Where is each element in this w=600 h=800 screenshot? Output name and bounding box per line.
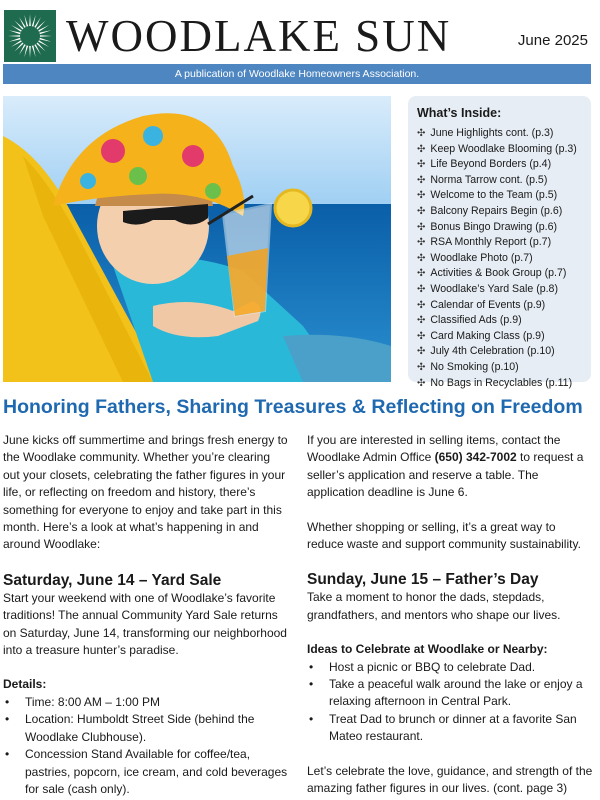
ideas-list — [307, 659, 593, 746]
ideas-item-walk: • Take a peaceful walk around the lake or enjoy a relaxing afternoon in Central Park. — [307, 676, 593, 711]
publisher-banner: A publication of Woodlake Homeowners Association. — [3, 64, 591, 84]
toc-item-label: Card Making Class (p.9) — [430, 329, 545, 342]
toc-item — [417, 126, 582, 142]
toc-item-label: No Smoking (p.10) — [430, 360, 519, 373]
toc-bullet-icon: ✣ — [417, 268, 426, 280]
details-item-time: • Time: 8:00 AM – 1:00 PM — [3, 694, 289, 711]
toc-item-label: Classified Ads (p.9) — [430, 314, 522, 327]
issue-date: June 2025 — [517, 32, 588, 49]
toc-item-label: July 4th Celebration (p.10) — [430, 345, 555, 358]
newsletter-title: WOODLAKE SUN — [66, 11, 452, 61]
toc-bullet-icon: ✣ — [417, 205, 426, 217]
intro-paragraph: June kicks off summertime and brings fresh energy to the Woodlake community. Whether you’re clearing out your closets, celebrating the father figures in your life, or reflecting on freedom and history, there’s something for everyone to enjoy and take part in this month. Here’s a look at what’s happening in and around Woodlake: — [3, 433, 288, 552]
toc-item-label: Keep Woodlake Blooming (p.3) — [430, 142, 577, 155]
toc-item — [417, 157, 582, 173]
toc-bullet-icon: ✣ — [417, 330, 426, 342]
toc-item — [417, 344, 582, 360]
toc-bullet-icon: ✣ — [417, 237, 426, 249]
toc-item-label: No Bags in Recyclables (p.11) — [430, 376, 573, 389]
toc-item — [417, 360, 582, 376]
toc-bullet-icon: ✣ — [417, 159, 426, 171]
selling-paragraph — [307, 432, 593, 502]
toc-bullet-icon: ✣ — [417, 221, 426, 233]
details-item-location: • Location: Humboldt Street Side (behind the Woodlake Clubhouse). — [3, 711, 289, 746]
toc-item-label: Bonus Bingo Drawing (p.6) — [430, 220, 557, 233]
toc-item — [417, 298, 582, 314]
toc-item — [417, 220, 582, 236]
fathers-day-closing: Let’s celebrate the love, guidance, and strength of the amazing father figures in our lives. (cont. page 3) — [307, 763, 593, 796]
toc-item-label: Woodlake Photo (p.7) — [430, 251, 533, 264]
toc-item — [417, 142, 582, 158]
fathers-day-body: Take a moment to honor the dads, stepdads, grandfathers, and mentors who shape our lives. — [307, 590, 561, 622]
toc-bullet-icon: ✣ — [417, 252, 426, 264]
toc-bullet-icon: ✣ — [417, 346, 426, 358]
toc-item-label: RSA Monthly Report (p.7) — [430, 236, 552, 249]
child-with-juice-illustration — [3, 96, 391, 382]
details-item-concession: • Concession Stand Available for coffee/tea, pastries, popcorn, ice cream, and cold beverages for sale (cash only). — [3, 746, 289, 798]
cover-photo — [3, 96, 391, 382]
toc-bullet-icon: ✣ — [417, 361, 426, 373]
ideas-item-brunch: • Treat Dad to brunch or dinner at a favorite San Mateo restaurant. — [307, 711, 593, 746]
yard-sale-body: Start your weekend with one of Woodlake’s favorite traditions! The annual Community Yard Sale returns on Saturday, June 14, transforming our neighborhood into a treasure hunter’s paradise. — [3, 590, 287, 658]
toc-bullet-icon: ✣ — [417, 283, 426, 295]
toc-title: What’s Inside: — [417, 106, 502, 120]
details-title: Details: — [3, 677, 47, 692]
toc-item-label: Calendar of Events (p.9) — [430, 298, 546, 311]
yard-sale-heading: Saturday, June 14 – Yard Sale — [3, 571, 222, 589]
toc-bullet-icon: ✣ — [417, 190, 426, 202]
toc-item — [417, 329, 582, 345]
toc-bullet-icon: ✣ — [417, 299, 426, 311]
toc-item — [417, 188, 582, 204]
toc-item — [417, 204, 582, 220]
ideas-title: Ideas to Celebrate at Woodlake or Nearby: — [307, 642, 548, 657]
toc-item-label: Balcony Repairs Begin (p.6) — [430, 204, 563, 217]
toc-item-label: Norma Tarrow cont. (p.5) — [430, 173, 548, 186]
toc-item — [417, 251, 582, 267]
whats-inside-box — [408, 96, 591, 389]
ideas-item-picnic: • Host a picnic or BBQ to celebrate Dad. — [307, 659, 593, 676]
article-left-column — [3, 432, 289, 798]
toc-item-label: June Highlights cont. (p.3) — [430, 127, 554, 139]
sunburst-logo-graphic — [4, 10, 56, 62]
toc-item — [417, 173, 582, 189]
toc-item — [417, 235, 582, 251]
toc-item — [417, 313, 582, 329]
toc-list — [417, 126, 582, 391]
toc-item-label: Activities & Book Group (p.7) — [430, 267, 567, 280]
toc-item — [417, 376, 582, 392]
article-headline: Honoring Fathers, Sharing Treasures & Reflecting on Freedom — [3, 396, 583, 418]
sunburst-logo-icon — [4, 10, 56, 62]
selling-text-end: to request a seller’s application and reserve a table. The application deadline is June 6. — [307, 450, 584, 500]
details-list — [3, 694, 289, 798]
selling-text-start: If you are interested in selling items, contact the Woodlake Admin Office — [307, 433, 561, 465]
toc-bullet-icon: ✣ — [417, 315, 426, 327]
toc-bullet-icon: ✣ — [417, 174, 426, 186]
toc-item-label: Woodlake’s Yard Sale (p.8) — [430, 282, 558, 295]
toc-item — [417, 282, 582, 298]
toc-bullet-icon: ✣ — [417, 128, 426, 139]
toc-item-label: Life Beyond Borders (p.4) — [430, 158, 552, 171]
fathers-day-heading: Sunday, June 15 – Father’s Day — [307, 571, 539, 589]
toc-bullet-icon: ✣ — [417, 377, 426, 389]
admin-office-phone: (650) 342-7002 — [434, 450, 517, 465]
toc-bullet-icon: ✣ — [417, 143, 426, 155]
article-right-column — [307, 432, 593, 800]
toc-item-label: Welcome to the Team (p.5) — [430, 189, 558, 202]
sustainability-paragraph: Whether shopping or selling, it’s a great way to reduce waste and support community sustainability. — [307, 519, 581, 552]
toc-item — [417, 266, 582, 282]
